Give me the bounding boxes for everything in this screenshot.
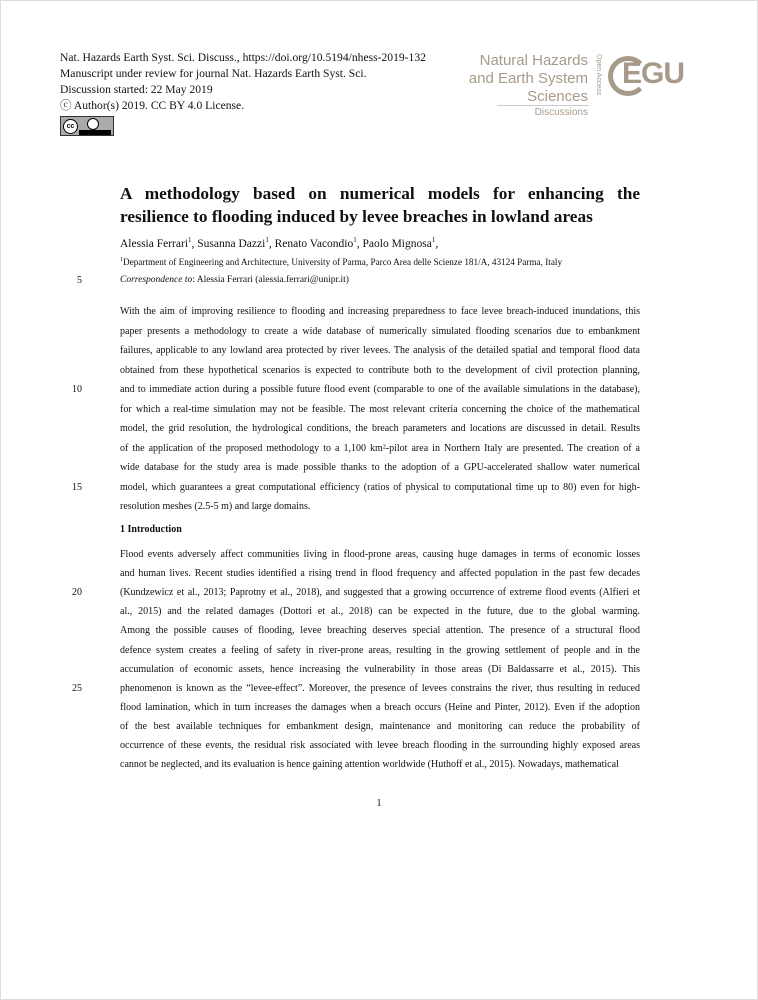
review-status: Manuscript under review for journal Nat. Hazards Earth Syst. Sci. (60, 67, 367, 80)
text-line: model, the grid resolution, the hydrological conditions, the breach parameters and locations are discussed in detail. Results (120, 423, 640, 434)
text-line: cannot be neglected, and its evaluation is hence gaining attention worldwide (Huthoff et al., 2015). Nowadays, mathematical (120, 759, 619, 771)
line-number: 5 (77, 275, 82, 286)
author-name: Renato Vacondio (274, 237, 354, 250)
text-line: al., 2015) and the related damages (Dottori et al., 2018) can be expected in the future, due to the global warming. (120, 606, 640, 618)
text-line: model, which guarantees a great computational efficiency (ratios of physical to computational time up to 80) even for high- (120, 481, 640, 493)
logo-line1: Natural Hazards (479, 52, 588, 69)
text-line: Among the possible causes of flooding, levee breaching deserves special attention. The presence of a structural flood (120, 625, 640, 637)
text-line: resolution meshes (2.5-5 m) and large domains. (120, 501, 311, 512)
author-affil: 1 (431, 236, 436, 244)
page-number: 1 (376, 798, 382, 809)
egu-text: EGU (622, 57, 685, 90)
line-number: 10 (72, 384, 82, 395)
text-line: accumulation of economic assets, hence increasing the vulnerability in those areas (Di Baldassarre et al., 2015). This (120, 663, 640, 675)
logo-discussions: Discussions (534, 107, 588, 118)
text-line: of the best available techniques for embankment design, maintenance and monitoring can reduce the probability of (120, 720, 640, 732)
text-line: and human lives. Recent studies identified a rising trend in flood frequency and affected population in the past few decades (120, 568, 640, 580)
author-affil: 1 (353, 236, 357, 244)
section-heading: 1 Introduction (120, 524, 182, 535)
paper-title-line2: resilience to flooding induced by levee breaches in lowland areas (120, 207, 593, 226)
separator: , (356, 237, 363, 250)
text-line: With the aim of improving resilience to flooding and increasing preparedness to face levee breach-induced inundations, this (120, 306, 640, 317)
journal-citation: Nat. Hazards Earth Syst. Sci. Discuss., https://doi.org/10.5194/nhess-2019-132 (60, 51, 426, 64)
author-name: Paolo Mignosa (362, 237, 432, 250)
cc-by-badge: cc (60, 116, 114, 136)
line-number: 25 (72, 682, 82, 694)
affil-number: 1 (120, 257, 123, 263)
logo-divider (497, 105, 589, 106)
text-line: of the application of the proposed methodology to a 1,100 km²-pilot area in Northern Italy are presented. The creation of a (120, 442, 640, 454)
author-affil: 1 (265, 236, 269, 244)
affiliation (120, 257, 562, 267)
author-name: Susanna Dazzi (197, 237, 266, 250)
line-number: 15 (72, 481, 82, 493)
line-number: 20 (72, 587, 82, 599)
text-line: flood lamination, which in turn increases the damages when a breach occurs (Heine and Pinter, 2012). Even if the adoption (120, 701, 640, 713)
text-line: for which a real-time simulation may not be feasible. The most relevant criteria concerning the choice of the mathematical (120, 403, 640, 415)
correspondence-email: : Alessia Ferrari (alessia.ferrari@unipr.it) (192, 275, 349, 285)
text-line: occurrence of these events, the residual risk associated with levee breach flooding in the surrounding highly exposed areas (120, 740, 640, 751)
paper-title-line1: A methodology based on numerical models for enhancing the (120, 184, 640, 203)
logo-line3: Sciences (527, 88, 588, 105)
discussion-date: Discussion started: 22 May 2019 (60, 83, 213, 96)
text-line: defence system creates a feeling of safety in river-prone areas, resulting in the growing settlement of people and in the (120, 644, 640, 656)
logo-line2: and Earth System (468, 70, 588, 87)
copyright-line: ⓒ Author(s) 2019. CC BY 4.0 License. (60, 99, 245, 112)
author-affil: 1 (188, 236, 192, 244)
text-line: wide database for the study area is made possible thanks to the adoption of a GPU-accelerated shallow water numerical (120, 462, 640, 473)
correspondence-label: Correspondence to (120, 275, 193, 285)
text-line: obtained from these hypothetical scenarios is expected to contribute both to the development of civil protection planning, (120, 364, 640, 376)
separator: , (435, 237, 439, 250)
separator: , (268, 237, 275, 250)
text-line: phenomenon is known as the “levee-effect”. Moreover, the presence of levees constrains the river, thus resulting in reduced (120, 682, 640, 694)
author-list (120, 236, 438, 250)
text-line: Flood events adversely affect communities living in flood-prone areas, causing huge damages in terms of economic losses (120, 549, 640, 560)
text-line: paper presents a methodology to create a wide database of numerically simulated flooding scenarios due to embankment (120, 325, 640, 337)
separator: , (191, 237, 198, 250)
text-line: (Kundzewicz et al., 2013; Paprotny et al., 2018), and suggested that a growing occurrence of extreme flood events (Alfieri et (120, 587, 640, 599)
affil-text: Department of Engineering and Architecture, University of Parma, Parco Area delle Scienze 181/A, 43124 Parma, Italy (123, 257, 563, 268)
correspondence (120, 275, 349, 285)
text-line: failures, applicable to any lowland area protected by river levees. The analysis of the detailed spatial and temporal flood data (120, 345, 640, 356)
open-access-label: Open Access (595, 54, 602, 96)
text-line: and to immediate action during a possible future flood event (comparable to one of the available simulations in the database), (120, 384, 640, 395)
author-name: Alessia Ferrari (120, 237, 189, 250)
